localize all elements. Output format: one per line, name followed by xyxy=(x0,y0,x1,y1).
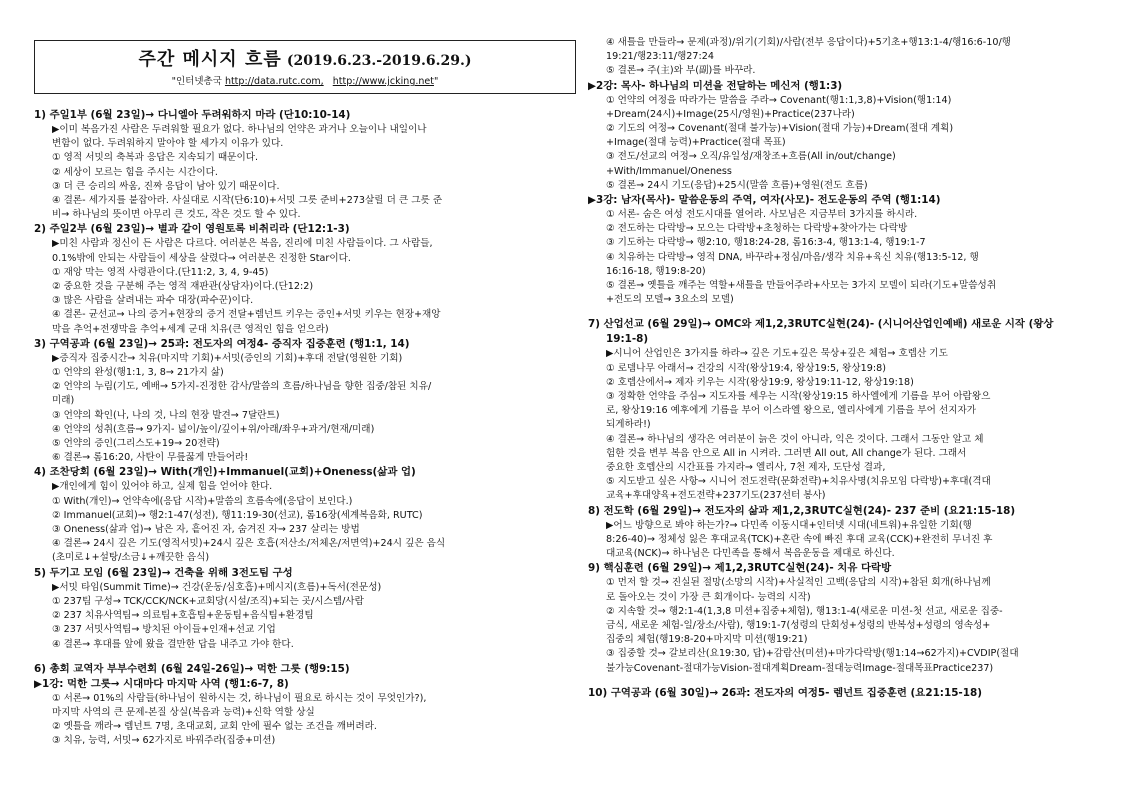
section-10 xyxy=(588,686,1110,701)
text-line: 로, 왕상19:16 예후에게 기름을 부어 이스라엘 왕으로, 엘리사에게 기름을 부어 선지자가 xyxy=(606,405,977,417)
text-line: 집중의 체험(행19:8-20+마지막 미션(행19:21) xyxy=(606,634,808,646)
text-line: ② Immanuel(교회)→ 행2:1-47(성전), 행11:19-30(선교), 롬16장(세계복음화, RUTC) xyxy=(52,509,423,521)
text-line: ▶미친 사람과 정신이 든 사람은 다르다. 여러분은 복음, 진리에 미친 사람들이다. 그 사람들, xyxy=(52,238,433,250)
text-line: ⑤ 결론→ 24시 기도(응답)+25시(말씀 흐름)+영원(전도 흐름) xyxy=(606,179,868,191)
text-line: ④ 결론- 세가지를 붙잡아라. 사실대로 시작(단6:10)+서밋 그릇 준비+273살릴 더 큰 그릇 준 xyxy=(52,195,443,207)
lecture-heading: ▶2강: 목사- 하나님의 미션을 전달하는 메신저 (행1:3) xyxy=(588,79,843,92)
left-column xyxy=(34,0,576,749)
text-line: ④ 결론→ 하나님의 생각은 여러분이 늙은 것이 아니라, 익은 것이다. 그래서 그동안 알고 체 xyxy=(606,433,984,445)
text-line: ① 재앙 막는 영적 사령관이다.(단11:2, 3, 4, 9-45) xyxy=(52,266,269,278)
section-heading: 8) 전도학 (6월 29일)→ 전도자의 삶과 제1,2,3RUTC실현(24)- 237 준비 (요21:15-18) xyxy=(588,504,1016,517)
text-line: ② 옛틀을 깨라→ 렘넌트 7명, 초대교회, 교회 안에 필수 없는 조건을 깨버려라. xyxy=(52,721,377,733)
page-title: 주간 메시지 흐름 xyxy=(138,49,282,70)
section-heading: 10) 구역공과 (6월 30일)→ 26과: 전도자의 여정5- 렘넌트 집중훈련 (요21:15-18) xyxy=(588,686,982,699)
sub-prefix: "인터넷총국 xyxy=(171,76,222,87)
text-line: ② 전도하는 다락방→ 모으는 다락방+초청하는 다락방+찾아가는 다락방 xyxy=(606,223,908,235)
text-line: 마지막 사역의 큰 문제-본질 상실(복음과 능력)+신학 역할 상실 xyxy=(52,706,315,718)
section-9 xyxy=(588,561,1110,675)
section-heading-cont: 19:1-8) xyxy=(606,333,649,346)
text-line: ③ 전도/선교의 여정→ 오직/유일성/재창조+흐름(All in/out/change) xyxy=(606,151,896,163)
text-line: ③ 기도하는 다락방→ 행2:10, 행18:24-28, 롬16:3-4, 행13:1-4, 행19:1-7 xyxy=(606,237,926,249)
text-line: ② 세상이 모르는 힘을 주시는 시간이다. xyxy=(52,166,218,178)
text-line: ① 언약의 여정을 따라가는 말씀을 주라→ Covenant(행1:1,3,8)+Vision(행1:14) xyxy=(606,94,952,106)
text-line: 비→ 하나님의 뜻이면 아무리 큰 것도, 작은 것도 할 수 있다. xyxy=(52,209,301,221)
text-line: ⑤ 결론→ 옛틀을 깨주는 역할+새틀을 만들어주라+사모는 3가지 모델이 되라(기도+말씀성취 xyxy=(606,280,997,292)
text-line: 미래) xyxy=(52,395,75,407)
text-line: ③ 더 큰 승리의 싸움, 진짜 응답이 남아 있기 때문이다. xyxy=(52,180,280,192)
text-line: 로 돌아오는 것이 가장 큰 회개이다- 능력의 시작) xyxy=(606,591,811,603)
text-line: ⑤ 지도받고 싶은 사항→ 시니어 전도전략(문화전략)+치유사명(치유모임 다락방)+후대(격대 xyxy=(606,476,991,488)
text-line: ▶개인에게 힘이 있어야 하고, 실제 힘을 얻어야 한다. xyxy=(52,481,273,493)
section-heading: 5) 두기고 모임 (6월 23일)→ 건축을 위해 3전도팀 구성 xyxy=(34,566,293,579)
sub-suffix: " xyxy=(433,76,439,87)
text-line: ① 언약의 완성(행1:1, 3, 8→ 21가지 삶) xyxy=(52,367,224,379)
text-line: 16:16-18, 행19:8-20) xyxy=(606,265,706,277)
text-line: +Dream(24시)+Image(25시/영원)+Practice(237나라) xyxy=(606,108,855,120)
text-line: ① 서론→ 01%의 사람들(하나님이 원하시는 것, 하나님이 필요로 하시는 것이 무엇인가?), xyxy=(52,692,427,704)
right-column xyxy=(588,36,1110,701)
text-line: ② 호렙산에서→ 제자 키우는 시작(왕상19:9, 왕상19:11-12, 왕상19:18) xyxy=(606,376,914,388)
text-line: ▶시니어 산업인은 3가지를 하라→ 깊은 기도+깊은 묵상+깊은 체험→ 호렙산 기도 xyxy=(606,348,948,360)
text-line: ④ 치유하는 다락방→ 영적 DNA, 바꾸라+정심/마음/생각 치유+육신 치유(행13:5-12, 행 xyxy=(606,251,979,263)
lecture-heading: ▶3강: 남자(목사)- 말씀운동의 주역, 여자(사모)- 전도운동의 주역 (행1:14) xyxy=(588,194,941,207)
text-line: ▶증직자 집중시간→ 치유(마지막 기회)+서밋(증인의 기회)+후대 전달(영원한 기회) xyxy=(52,352,403,364)
text-line: ④ 결론→ 후대를 앞에 왔을 결만한 답을 내주고 가야 한다. xyxy=(52,638,294,650)
text-line: 되게하라!) xyxy=(606,419,651,431)
section-heading: 9) 핵심훈련 (6월 29일)→ 제1,2,3RUTC실현(24)- 치유 다락방 xyxy=(588,562,892,575)
section-heading: 1) 주일1부 (6월 23일)→ 다니엘아 두려워하지 마라 (단10:10-14) xyxy=(34,109,351,121)
section-8 xyxy=(588,504,1110,562)
link-data-rutc[interactable]: http://data.rutc.com, xyxy=(224,76,324,87)
text-line: ① 237팀 구성→ TCK/CCK/NCK+교회당(시설/조직)+되는 곳/시스템/사람 xyxy=(52,595,364,607)
section-6-continued xyxy=(588,36,1110,79)
text-line: ① 로뎀나무 아래서→ 건강의 시작(왕상19:4, 왕상19:5, 왕상19:8) xyxy=(606,362,886,374)
text-line: ④ 언약의 성취(흐름→ 9가지- 넓이/높이/깊이+위/아래/좌우+과거/현재/미래) xyxy=(52,423,375,435)
text-line: 막을 추억+전쟁막을 추억+세계 군대 치유(큰 영적인 힘을 얻으라) xyxy=(52,323,329,335)
text-line: +전도의 모델→ 3요소의 모델) xyxy=(606,294,734,306)
text-line: ⑤ 언약의 증인(그리스도+19→ 20전략) xyxy=(52,438,220,450)
section-heading: 6) 총회 교역자 부부수련회 (6월 24일-26일)→ 먹한 그릇 (행9:15) xyxy=(34,662,350,675)
text-line: ④ 새틀을 만들라→ 문제(과정)/위기(기회)/사람(전부 응답이다)+5기초+행13:1-4/행16:6-10/행 xyxy=(606,37,1011,48)
section-4 xyxy=(34,465,576,565)
text-line: 8:26-40)→ 정체성 잃은 후대교육(TCK)+혼란 속에 빠진 후대 교육(CCK)+완전히 무너진 후 xyxy=(606,533,993,545)
lecture-2 xyxy=(588,79,1110,193)
text-line: 19:21/행23:11/행27:24 xyxy=(606,51,714,63)
link-jcking[interactable]: http://www.jcking.net xyxy=(332,76,434,87)
text-line: 험한 것을 변부 복음 안으로 All in 시켜라. 그러면 All out, All change가 된다. 그래서 xyxy=(606,447,967,459)
text-line: +Image(절대 능력)+Practice(절대 목표) xyxy=(606,137,786,149)
text-line: 중요한 호렙산의 시간표를 가지라→ 엘리사, 7천 제자, 도단성 결과, xyxy=(606,462,886,474)
section-heading: 3) 구역공과 (6월 23일)→ 25과: 전도자의 여정4- 증직자 집중훈련 (행1:1, 14) xyxy=(34,337,410,350)
text-line: 불가능Covenant-절대가능Vision-절대계획Dream-절대능력Image-절대목표Practice237) xyxy=(606,662,994,674)
text-line: ③ 집중할 것→ 갈보리산(요19:30, 답)+감람산(미션)+마가다락방(행1:14→62가지)+CVDIP(절대 xyxy=(606,648,1019,660)
section-2 xyxy=(34,222,576,336)
text-line: ③ 237 서밋사역팀→ 방치된 아이들+인재+선교 기업 xyxy=(52,624,276,636)
text-line: 0.1%밖에 안되는 사람들이 세상을 살렸다→ 여러분은 진정한 Star이다. xyxy=(52,252,351,264)
text-line: ③ 많은 사람을 살려내는 파수 대장(파수꾼)이다. xyxy=(52,295,254,307)
section-1 xyxy=(34,108,576,222)
section-7 xyxy=(588,317,1110,503)
text-line: ② 지속할 것→ 행2:1-4(1,3,8 미션+집중+체험), 행13:1-4(새로운 미션-첫 선교, 새로운 집중- xyxy=(606,605,1003,617)
text-line: ③ 언약의 확인(나, 나의 것, 나의 현장 발견→ 7달란트) xyxy=(52,409,280,421)
title-dates: (2019.6.23.-2019.6.29.) xyxy=(286,53,472,69)
section-6 xyxy=(34,662,576,749)
text-line: ① 영적 서밋의 축복과 응답은 지속되기 때문이다. xyxy=(52,152,259,164)
lecture-3 xyxy=(588,193,1110,307)
text-line: ③ 정확한 언약을 주심→ 지도자를 세우는 시작(왕상19:15 하사엘에게 기름을 부어 아람왕으 xyxy=(606,391,991,403)
text-line: ③ Oneness(삶과 업)→ 남은 자, 흩어진 자, 숨겨진 자→ 237 살리는 방법 xyxy=(52,524,360,536)
text-line: ▶어느 방향으로 봐야 하는가?→ 다민족 이동시대+인터넷 시대(네트워)+유일한 기회(행 xyxy=(606,519,972,531)
section-heading: 4) 조찬당회 (6월 23일)→ With(개인)+Immanuel(교회)+Oneness(삶과 업) xyxy=(34,466,416,479)
text-line: 금식, 새로운 체험-일/장소/사람), 행19:1-7(성령의 단회성+성령의 반복성+성령의 영속성+ xyxy=(606,619,991,631)
text-line: ② 중요한 것을 구분해 주는 영적 재판관(상담자)이다.(단12:2) xyxy=(52,281,314,293)
text-line: (초미로↓+설탕/소금↓+깨끗한 음식) xyxy=(52,552,210,564)
section-3 xyxy=(34,337,576,466)
text-line: ② 기도의 여정→ Covenant(절대 불가능)+Vision(절대 가능)+Dream(절대 계획) xyxy=(606,123,954,135)
text-line: ① With(개인)→ 언약속에(응답 시작)+말씀의 흐름속에(응답이 보인다.) xyxy=(52,495,353,507)
text-line: 대교육(NCK)→ 하나님은 다민족을 통해서 복음운동을 제대로 하신다. xyxy=(606,548,895,560)
section-heading: 7) 산업선교 (6월 29일)→ OMC와 제1,2,3RUTC실현(24)- (시니어산업인예배) 새로운 시작 (왕상 xyxy=(588,318,1054,331)
text-line: ② 언약의 누림(기도, 예배→ 5가지-진정한 감사/말씀의 흐름/하나님을 향한 집중/참된 치유/ xyxy=(52,381,432,393)
text-line: ① 먼저 할 것→ 진실된 절망(소망의 시작)+사실적인 고백(응답의 시작)+참된 회개(하나님께 xyxy=(606,577,991,589)
text-line: 교육+후대양육+전도전략+237기도(237선터 봉사) xyxy=(606,490,826,502)
text-line: ▶서밋 타임(Summit Time)→ 건강(운동/심호흡)+메시지(흐름)+독서(전문성) xyxy=(52,581,382,593)
title-box xyxy=(34,40,576,94)
text-line: ▶이미 복음가진 사람은 두려워할 필요가 없다. 하나님의 언약은 과거나 오늘이나 내일이나 xyxy=(52,124,427,135)
text-line: ⑥ 결론→ 롬16:20, 사탄이 무릎꿇게 만들어라! xyxy=(52,452,249,464)
lecture-heading: ▶1강: 먹한 그릇→ 시대마다 마지막 사역 (행1:6-7, 8) xyxy=(34,677,289,690)
text-line: 변함이 없다. 두려워하지 말아야 할 세가지 이유가 있다. xyxy=(52,138,284,150)
section-heading: 2) 주일2부 (6월 23일)→ 별과 같이 영원토록 비취리라 (단12:1-3) xyxy=(34,223,350,236)
text-line: ④ 결론→ 24시 깊은 기도(영적서밋)+24시 깊은 호흡(저산소/저체온/저면역)+24시 깊은 음식 xyxy=(52,538,446,550)
text-line: ⑤ 결론→ 주(主)와 부(副)를 바꾸라. xyxy=(606,65,756,77)
title-subline xyxy=(43,73,567,87)
text-line: ④ 결론- 균선교→ 나의 증거+현장의 증거 전달+렘넌트 키우는 증인+서밋 키우는 현장+재앙 xyxy=(52,309,441,321)
text-line: ① 서론- 숨은 여성 전도시대를 열어라. 사모님은 지금부터 3가지를 하시라. xyxy=(606,209,918,221)
text-line: +With/Immanuel/Oneness xyxy=(606,165,732,177)
text-line: ② 237 치유사역팀→ 의료팀+호흡팀+운동팀+음식팀+환경팀 xyxy=(52,610,314,622)
section-5 xyxy=(34,566,576,652)
text-line: ③ 치유, 능력, 서밋→ 62가지로 바꿔주라(집중+미션) xyxy=(52,735,276,747)
